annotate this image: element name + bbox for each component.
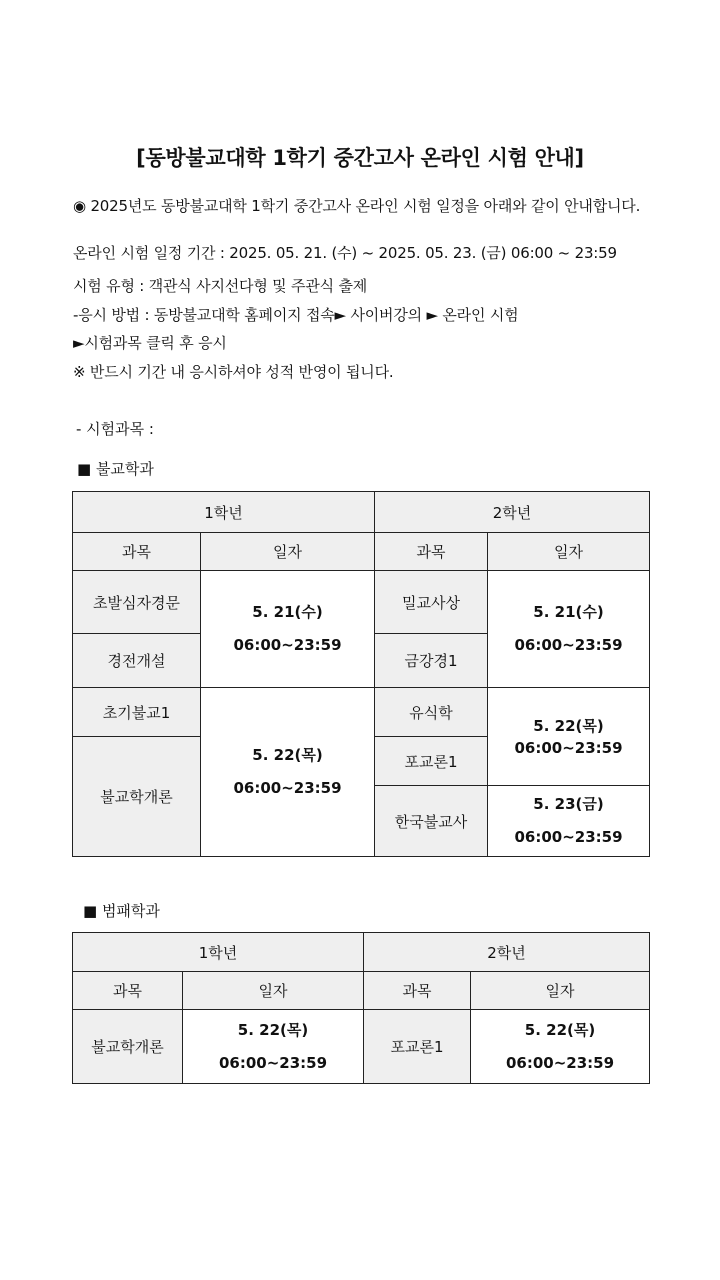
subjects-label: - 시험과목 :	[76, 420, 154, 438]
date-time: 06:00~23:59	[514, 828, 623, 846]
date-time: 06:00~23:59	[505, 1053, 615, 1072]
subject-cell: 불교학개론	[73, 737, 201, 857]
warning-text: ※ 반드시 기간 내 응시하셔야 성적 반영이 됩니다.	[73, 363, 394, 381]
col-date-header: 일자	[183, 972, 364, 1010]
exam-method-text: -응시 방법 : 동방불교대학 홈페이지 접속► 사이버강의 ► 온라인 시험	[73, 306, 519, 324]
subject-cell: 경전개설	[73, 634, 201, 688]
date-cell	[488, 571, 650, 688]
buddhism-schedule-table	[72, 491, 650, 857]
dept-buddhism-label: ■ 불교학과	[77, 460, 154, 478]
date-day: 5. 22(목)	[524, 1020, 596, 1039]
col-subject-header: 과목	[364, 972, 471, 1010]
notice-text: ◉ 2025년도 동방불교대학 1학기 중간고사 온라인 시험 일정을 아래와 같이 안내합니다.	[73, 197, 641, 215]
date-day: 5. 22(목)	[252, 746, 323, 764]
date-day: 5. 22(목)	[533, 716, 604, 735]
date-time: 06:00~23:59	[233, 636, 342, 654]
dept-chant-label: ■ 범패학과	[83, 902, 160, 920]
exam-type-text: 시험 유형 : 객관식 사지선다형 및 주관식 출제	[73, 277, 368, 295]
date-cell	[471, 1010, 650, 1084]
date-time: 06:00~23:59	[514, 636, 623, 654]
date-day: 5. 22(목)	[237, 1020, 309, 1039]
subject-cell: 한국불교사	[375, 786, 488, 857]
date-cell	[488, 688, 650, 786]
subject-cell: 금강경1	[375, 634, 488, 688]
subject-cell: 포교론1	[375, 737, 488, 786]
col-date-header: 일자	[471, 972, 650, 1010]
date-day: 5. 21(수)	[252, 603, 323, 621]
date-time: 06:00~23:59	[218, 1053, 328, 1072]
year1-header: 1학년	[73, 492, 375, 533]
col-subject-header: 과목	[73, 972, 183, 1010]
page-title: [동방불교대학 1학기 중간고사 온라인 시험 안내]	[136, 146, 584, 170]
col-subject-header: 과목	[73, 533, 201, 571]
exam-period-text: 온라인 시험 일정 기간 : 2025. 05. 21. (수) ~ 2025. 05. 23. (금) 06:00 ~ 23:59	[73, 244, 617, 262]
subject-cell: 포교론1	[364, 1010, 471, 1084]
year2-header: 2학년	[375, 492, 650, 533]
year1-header: 1학년	[73, 933, 364, 972]
subject-cell: 밀교사상	[375, 571, 488, 634]
date-cell	[201, 571, 375, 688]
date-day: 5. 21(수)	[533, 603, 604, 621]
chant-schedule-table	[72, 932, 650, 1084]
date-cell	[183, 1010, 364, 1084]
subject-cell: 초발심자경문	[73, 571, 201, 634]
date-cell	[488, 786, 650, 857]
col-subject-header: 과목	[375, 533, 488, 571]
year2-header: 2학년	[364, 933, 650, 972]
col-date-header: 일자	[488, 533, 650, 571]
date-day: 5. 23(금)	[533, 795, 604, 813]
exam-method-text-2: ►시험과목 클릭 후 응시	[73, 334, 227, 352]
date-time: 06:00~23:59	[233, 779, 342, 797]
date-cell	[201, 688, 375, 857]
subject-cell: 불교학개론	[73, 1010, 183, 1084]
subject-cell: 유식학	[375, 688, 488, 737]
subject-cell: 초기불교1	[73, 688, 201, 737]
col-date-header: 일자	[201, 533, 375, 571]
date-time: 06:00~23:59	[514, 738, 623, 757]
